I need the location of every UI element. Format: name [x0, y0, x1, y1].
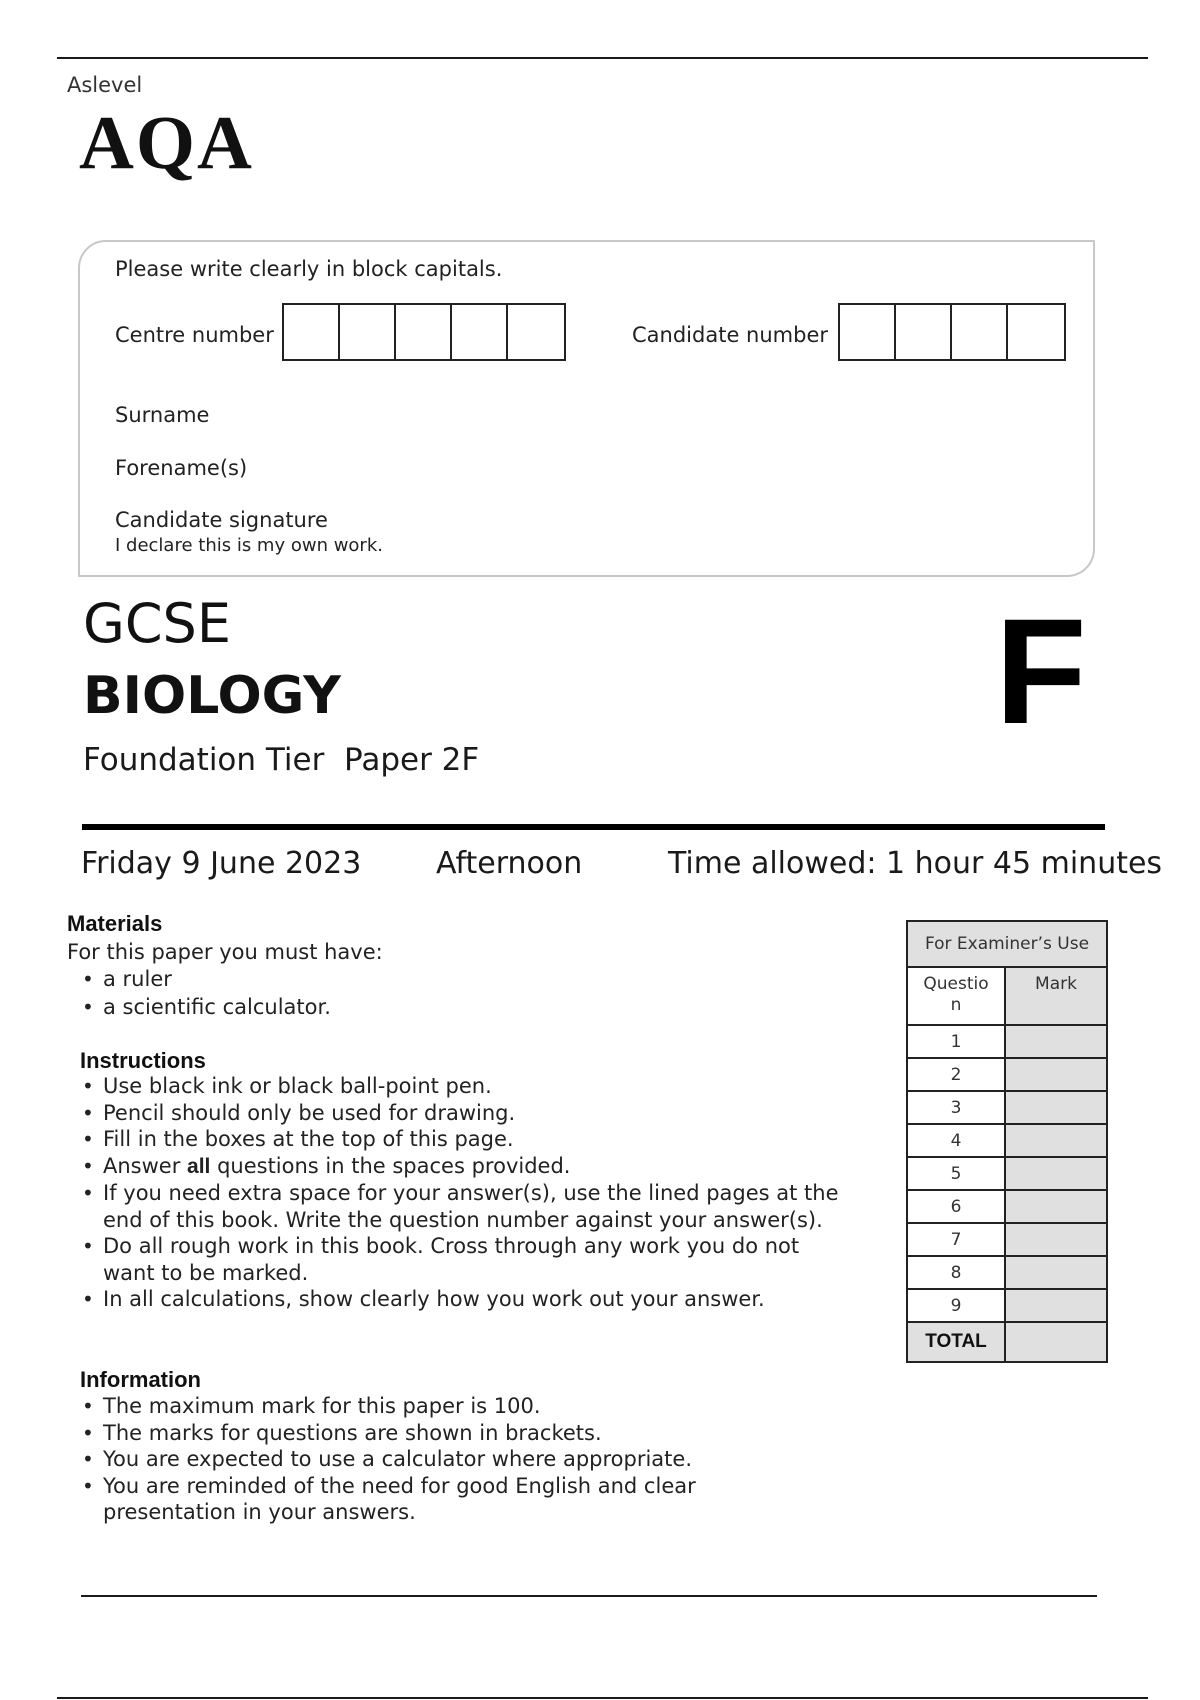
watermark-text: Aslevel: [67, 73, 143, 97]
forenames-field[interactable]: [300, 451, 1060, 485]
centre-number-digit[interactable]: [396, 305, 452, 359]
top-rule: [57, 57, 1148, 59]
centre-number-digit[interactable]: [452, 305, 508, 359]
time-allowed: Time allowed: 1 hour 45 minutes: [668, 846, 1163, 881]
instruction-text: Answer: [103, 1153, 188, 1178]
total-mark-cell: [1005, 1322, 1107, 1362]
candidate-number-digit[interactable]: [952, 305, 1008, 359]
footer-rule: [81, 1595, 1097, 1597]
mark-cell: [1005, 1289, 1107, 1322]
mark-cell: [1005, 1058, 1107, 1091]
instruction-item: • Pencil should only be used for drawing.: [80, 1100, 840, 1127]
candidate-number-digit[interactable]: [896, 305, 952, 359]
information-item: • The marks for questions are shown in brackets.: [80, 1420, 780, 1447]
examiner-table-title: For Examiner’s Use: [907, 921, 1107, 967]
centre-number-digit[interactable]: [340, 305, 396, 359]
materials-item: • a scientific calculator.: [80, 994, 800, 1021]
aqa-logo: AQA: [79, 101, 254, 185]
centre-number-digit[interactable]: [284, 305, 340, 359]
materials-item: • a ruler: [80, 966, 800, 993]
information-item: • The maximum mark for this paper is 100.: [80, 1393, 780, 1420]
question-number: 6: [907, 1190, 1005, 1223]
qualification-title: GCSE: [83, 592, 231, 655]
question-header-text: Questio n: [923, 974, 989, 1015]
instructions-heading: Instructions: [80, 1048, 206, 1073]
instruction-text: questions in the spaces provided.: [210, 1153, 571, 1178]
question-number: 2: [907, 1058, 1005, 1091]
forenames-label: Forename(s): [115, 456, 248, 480]
materials-intro: For this paper you must have:: [67, 940, 383, 964]
instruction-item: • If you need extra space for your answer(s), use the lined pages at the end of this book. Write the question number against your answer(s).: [80, 1180, 843, 1233]
materials-heading: Materials: [67, 911, 163, 936]
mark-cell: [1005, 1025, 1107, 1058]
instruction-item: • Use black ink or black ball-point pen.: [80, 1073, 840, 1100]
declaration-text: I declare this is my own work.: [115, 535, 383, 556]
tier-letter: F: [995, 587, 1087, 755]
title-rule: [82, 824, 1105, 830]
mark-cell: [1005, 1223, 1107, 1256]
total-label: TOTAL: [907, 1322, 1005, 1362]
candidate-number-digit[interactable]: [1008, 305, 1064, 359]
question-number: 4: [907, 1124, 1005, 1157]
question-number: 7: [907, 1223, 1005, 1256]
mark-column-header: Mark: [1005, 967, 1107, 1025]
materials-list: [80, 966, 800, 1020]
exam-date: Friday 9 June 2023: [81, 846, 362, 881]
surname-label: Surname: [115, 403, 210, 427]
information-item: • You are expected to use a calculator where appropriate.: [80, 1446, 780, 1473]
question-number: 3: [907, 1091, 1005, 1124]
question-number: 9: [907, 1289, 1005, 1322]
candidate-number-digit[interactable]: [840, 305, 896, 359]
candidate-number-input[interactable]: [838, 303, 1066, 361]
information-item: • You are reminded of the need for good English and clear presentation in your answers.: [80, 1473, 763, 1526]
instruction-item: [80, 1153, 840, 1181]
centre-number-digit[interactable]: [508, 305, 564, 359]
signature-label: Candidate signature: [115, 508, 328, 532]
information-list: [80, 1393, 780, 1526]
question-number: 8: [907, 1256, 1005, 1289]
question-column-header: [907, 967, 1005, 1025]
exam-session: Afternoon: [436, 846, 583, 881]
question-number: 1: [907, 1025, 1005, 1058]
instruction-emphasis: all: [187, 1154, 211, 1178]
surname-field[interactable]: [300, 398, 1060, 432]
block-capitals-instruction: Please write clearly in block capitals.: [115, 257, 503, 281]
tier-paper-title: Foundation Tier Paper 2F: [83, 742, 480, 778]
examiner-use-table: [906, 920, 1108, 1363]
instruction-item: • Do all rough work in this book. Cross through any work you do not want to be marked.: [80, 1233, 833, 1286]
mark-cell: [1005, 1256, 1107, 1289]
signature-field[interactable]: [380, 500, 1060, 540]
instruction-item: • Fill in the boxes at the top of this page.: [80, 1126, 840, 1153]
centre-number-input[interactable]: [282, 303, 566, 361]
mark-cell: [1005, 1091, 1107, 1124]
mark-cell: [1005, 1157, 1107, 1190]
subject-title: BIOLOGY: [83, 666, 341, 726]
mark-cell: [1005, 1190, 1107, 1223]
instructions-list: [80, 1073, 840, 1313]
centre-number-label: Centre number: [115, 323, 274, 347]
question-number: 5: [907, 1157, 1005, 1190]
instruction-item: • In all calculations, show clearly how you work out your answer.: [80, 1286, 840, 1313]
information-heading: Information: [80, 1367, 201, 1392]
mark-cell: [1005, 1124, 1107, 1157]
bottom-rule: [57, 1697, 1148, 1699]
candidate-number-label: Candidate number: [632, 323, 828, 347]
